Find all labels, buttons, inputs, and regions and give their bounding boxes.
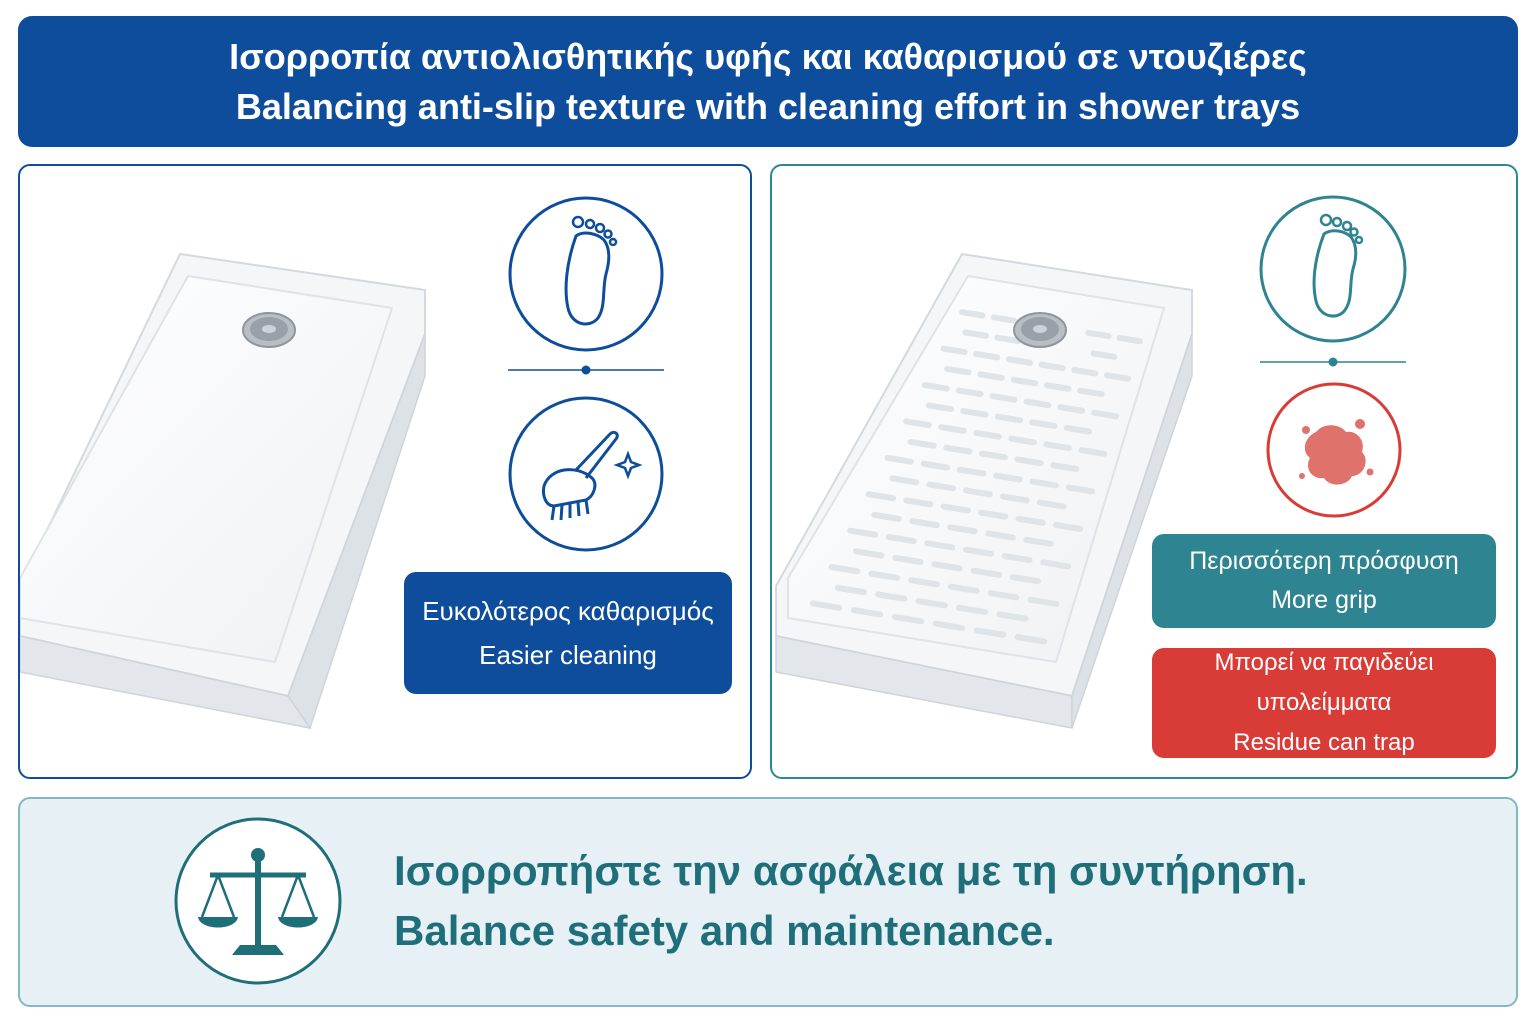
texture-bar: [1018, 637, 1044, 641]
texture-bar: [1014, 380, 1035, 384]
texture-bar: [999, 614, 1025, 618]
texture-bar: [912, 521, 937, 525]
residue-warning-greek: Μπορεί να παγιδεύει υπολείμματα: [1214, 649, 1434, 716]
texture-bar: [977, 630, 1003, 634]
texture-bar: [878, 594, 904, 598]
drain-icon: [1014, 313, 1066, 347]
texture-bar: [963, 411, 985, 415]
texture-bar: [1074, 370, 1095, 373]
texture-bar: [1080, 391, 1101, 395]
divider-line: [506, 362, 666, 378]
texture-bar: [1053, 465, 1076, 469]
texture-bar: [892, 478, 916, 482]
texture-bar: [924, 464, 947, 468]
texture-bar: [1060, 407, 1082, 411]
texture-bar: [906, 421, 929, 425]
texture-bar: [966, 490, 990, 494]
texture-bar: [1011, 439, 1034, 443]
texture-bar: [1032, 482, 1055, 486]
texture-bar: [988, 534, 1013, 538]
more-grip-label: [1152, 534, 1496, 628]
texture-bar: [1120, 338, 1140, 341]
texture-bar: [850, 531, 875, 535]
smooth-tray-panel: [18, 164, 752, 779]
stain-icon: [1264, 380, 1404, 520]
texture-bar: [1042, 365, 1063, 368]
texture-bar: [996, 476, 1019, 480]
texture-bar: [974, 571, 999, 575]
texture-bar: [1026, 540, 1051, 544]
texture-bar: [856, 551, 881, 555]
texture-bar: [927, 543, 952, 547]
easier-cleaning-english: Easier cleaning: [479, 640, 657, 670]
texture-bar: [1107, 375, 1128, 378]
residue-warning-english: Residue can trap: [1233, 729, 1415, 756]
easier-cleaning-label: [404, 572, 732, 694]
more-grip-english: More grip: [1271, 586, 1377, 614]
residue-warning-label: [1152, 648, 1496, 758]
texture-bar: [936, 624, 962, 628]
texture-bar: [895, 617, 921, 621]
foot-icon: [506, 194, 666, 354]
divider-line: [1258, 354, 1408, 370]
texture-bar: [934, 564, 959, 568]
texture-bar: [1046, 444, 1069, 448]
footer-banner: [18, 797, 1518, 1007]
texture-bar: [951, 587, 977, 591]
texture-bar: [888, 458, 911, 462]
drain-icon: [243, 313, 295, 347]
texture-bar: [871, 574, 897, 578]
more-grip-greek: Περισσότερη πρόσφυση: [1189, 547, 1459, 575]
texture-bar: [998, 417, 1020, 421]
texture-bar: [832, 567, 858, 571]
texture-bar: [1088, 333, 1108, 336]
texture-bar: [1026, 402, 1048, 406]
texture-bar: [1013, 577, 1038, 581]
texture-bar: [929, 484, 953, 488]
texture-bar: [1019, 519, 1043, 523]
texture-bar: [1040, 503, 1064, 507]
texture-bar: [1069, 488, 1092, 492]
texture-bar: [1031, 600, 1057, 604]
texture-bar: [1047, 385, 1068, 389]
texture-bar: [944, 507, 968, 511]
texture-bar: [997, 338, 1018, 341]
footer-message-english: Balance safety and maintenance.: [394, 907, 1055, 954]
texture-bar: [1056, 525, 1080, 529]
texture-bar: [813, 604, 839, 608]
texture-bar: [965, 332, 986, 335]
texture-bar: [1067, 428, 1089, 432]
texture-bar: [1094, 353, 1115, 356]
texture-bar: [976, 354, 997, 357]
texture-bar: [941, 427, 964, 431]
texture-bar: [911, 580, 937, 584]
texture-bar: [959, 391, 981, 395]
texture-bar: [906, 500, 930, 504]
texture-bar: [993, 396, 1015, 400]
texture-bar: [1005, 556, 1030, 560]
texture-bar: [991, 593, 1017, 597]
texture-bar: [1081, 450, 1104, 454]
texture-bar: [950, 527, 975, 531]
foot-icon: [1258, 194, 1408, 344]
texture-bar: [889, 537, 914, 541]
texture-bar: [1032, 422, 1054, 426]
page-header: [18, 16, 1518, 147]
texture-bar: [980, 374, 1001, 378]
texture-bar: [982, 454, 1005, 458]
texture-bar: [919, 601, 945, 605]
textured-tray-panel: [770, 164, 1518, 779]
footer-message: [394, 841, 1308, 961]
brush-icon: [506, 394, 666, 554]
title-greek: Ισορροπία αντιολισθητικής υφής και καθαρισμού σε ντουζιέρες: [229, 35, 1307, 77]
texture-bar: [966, 550, 991, 554]
texture-bar: [981, 513, 1005, 517]
texture-bar: [962, 312, 982, 315]
texture-bar: [929, 405, 951, 409]
texture-bar: [1009, 359, 1030, 362]
texture-bar: [947, 369, 968, 373]
texture-bar: [959, 608, 985, 612]
texture-bar: [1043, 562, 1068, 566]
texture-bar: [946, 448, 969, 452]
texture-bar: [869, 494, 893, 498]
title-english: Balancing anti-slip texture with cleaning effort in shower trays: [235, 85, 1301, 127]
texture-bar: [854, 610, 880, 614]
texture-bar: [944, 349, 965, 352]
texture-bar: [994, 317, 1014, 320]
texture-bar: [1018, 459, 1041, 463]
scales-icon: [172, 815, 344, 987]
texture-bar: [911, 442, 934, 446]
texture-bar: [1003, 496, 1027, 500]
easier-cleaning-greek: Ευκολότερος καθαρισμός: [422, 596, 714, 626]
texture-bar: [1094, 413, 1116, 417]
texture-bar: [895, 558, 920, 562]
texture-bar: [838, 588, 864, 592]
texture-bar: [874, 515, 899, 519]
texture-bar: [976, 433, 999, 437]
texture-bar: [925, 385, 947, 389]
texture-bar: [960, 470, 983, 474]
footer-message-greek: Ισορροπήστε την ασφάλεια με τη συντήρηση.: [394, 847, 1308, 894]
